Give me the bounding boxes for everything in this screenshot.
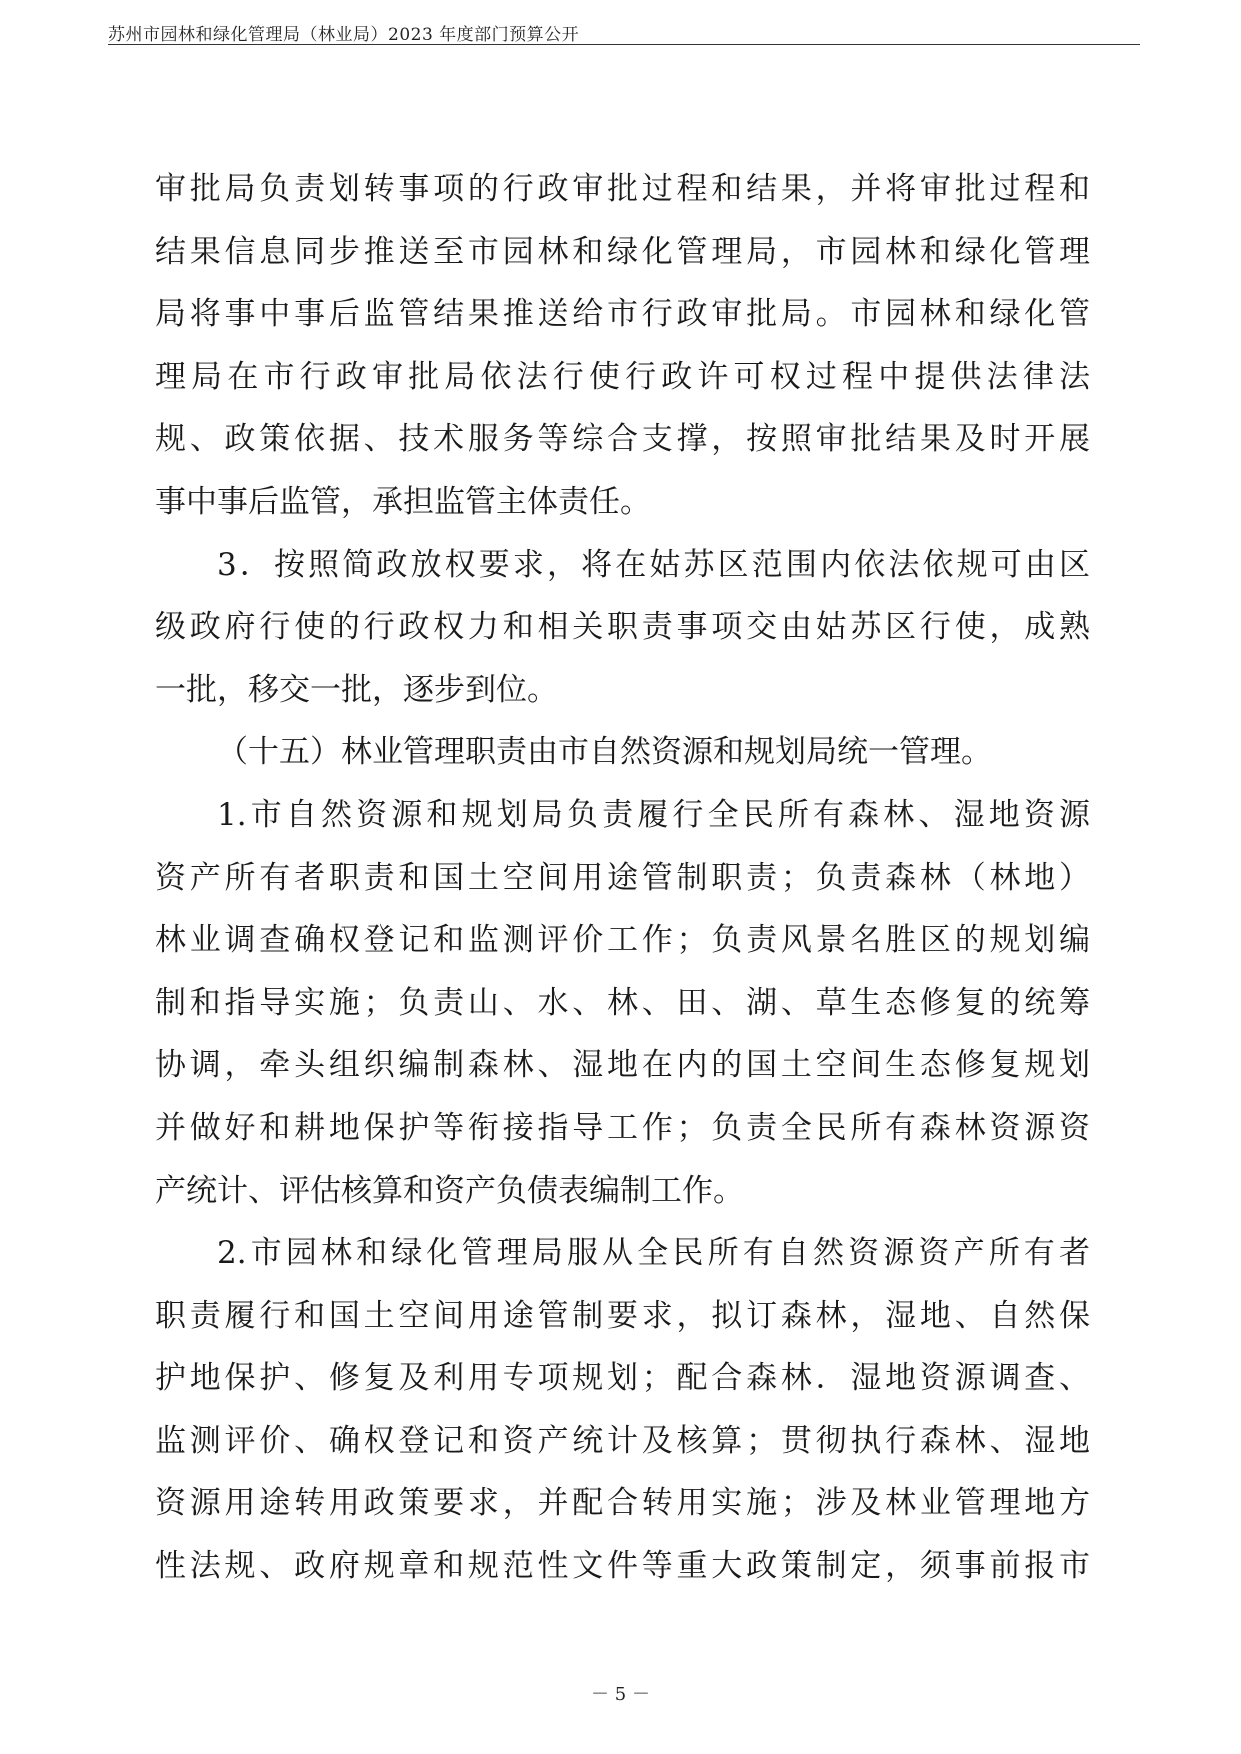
header-divider	[108, 44, 1140, 45]
text-line: 1.市自然资源和规划局负责履行全民所有森林、湿地资源	[217, 796, 1090, 833]
document-body	[155, 158, 1090, 1598]
text-line: 3．按照简政放权要求，将在姑苏区范围内依法依规可由区	[217, 546, 1090, 583]
text-line: 结果信息同步推送至市园林和绿化管理局，市园林和绿化管理	[155, 233, 1090, 270]
text-line: 级政府行使的行政权力和相关职责事项交由姑苏区行使，成熟	[155, 609, 1090, 646]
text-line: 事中事后监管，承担监管主体责任。	[155, 483, 651, 520]
text-line: 协调，牵头组织编制森林、湿地在内的国土空间生态修复规划	[155, 1047, 1090, 1084]
text-line: 护地保护、修复及利用专项规划；配合森林．湿地资源调查、	[155, 1360, 1090, 1397]
text-line: 林业调查确权登记和监测评价工作；负责风景名胜区的规划编	[155, 922, 1090, 959]
text-line: 职责履行和国土空间用途管制要求，拟订森林，湿地、自然保	[155, 1297, 1090, 1334]
running-header: 苏州市园林和绿化管理局（林业局）2023 年度部门预算公开	[108, 25, 580, 45]
text-line: 资源用途转用政策要求，并配合转用实施；涉及林业管理地方	[155, 1485, 1090, 1522]
section-heading: （十五）林业管理职责由市自然资源和规划局统一管理。	[217, 734, 992, 771]
text-line: 局将事中事后监管结果推送给市行政审批局。市园林和绿化管	[155, 296, 1090, 333]
text-line: 审批局负责划转事项的行政审批过程和结果，并将审批过程和	[155, 171, 1090, 207]
page-number: － 5 －	[591, 1684, 650, 1705]
text-line: 理局在市行政审批局依法行使行政许可权过程中提供法律法	[155, 358, 1090, 395]
text-line: 性法规、政府规章和规范性文件等重大政策制定，须事前报市	[155, 1548, 1090, 1585]
text-line: 一批，移交一批，逐步到位。	[155, 671, 558, 708]
text-line: 产统计、评估核算和资产负债表编制工作。	[155, 1172, 744, 1209]
text-line: 并做好和耕地保护等衔接指导工作；负责全民所有森林资源资	[155, 1109, 1090, 1146]
text-line: 制和指导实施；负责山、水、林、田、湖、草生态修复的统筹	[155, 984, 1090, 1021]
text-line: 2.市园林和绿化管理局服从全民所有自然资源资产所有者	[217, 1235, 1090, 1272]
text-line: 规、政策依据、技术服务等综合支撑，按照审批结果及时开展	[155, 421, 1090, 458]
text-line: 监测评价、确权登记和资产统计及核算；贯彻执行森林、湿地	[155, 1422, 1090, 1459]
text-line: 资产所有者职责和国土空间用途管制职责；负责森林（林地）	[155, 859, 1090, 896]
